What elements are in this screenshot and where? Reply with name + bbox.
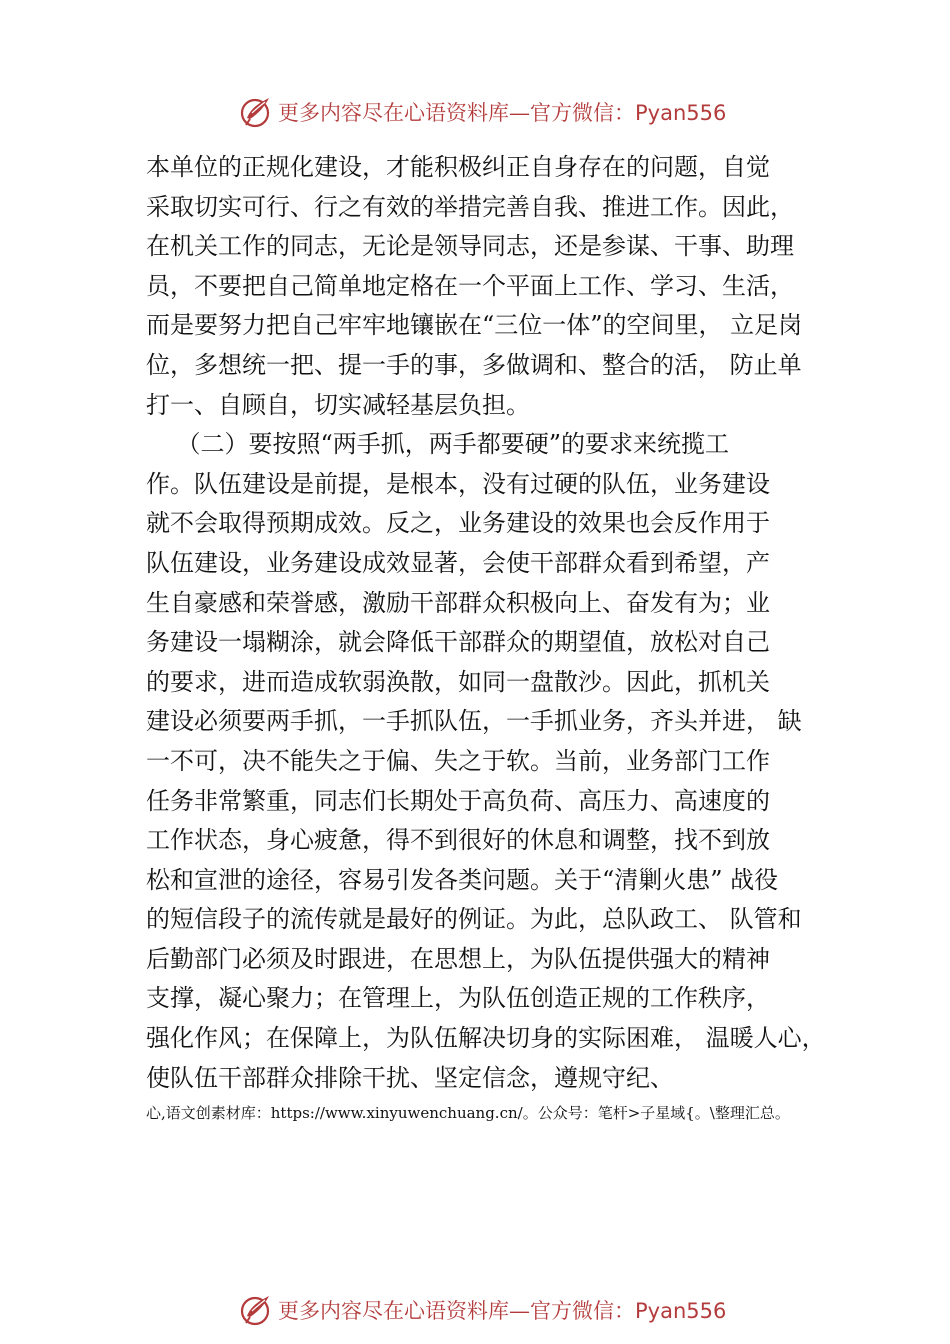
body-line: 强化作风；在保障上，为队伍解决切身的实际困难， 温暖人心， xyxy=(146,1024,826,1053)
body-line: 工作状态，身心疲惫，得不到很好的休息和调整，找不到放 xyxy=(146,826,770,855)
body-line: （二）要按照“两手抓，两手都要硬”的要求来统揽工 xyxy=(146,430,730,459)
body-line: 员，不要把自己简单地定格在一个平面上工作、学习、生活， xyxy=(146,271,794,300)
body-line: 采取切实可行、行之有效的举措完善自我、推进工作。因此， xyxy=(146,192,794,221)
watermark-text: 更多内容尽在心语资料库—官方微信：Pyan556 xyxy=(278,101,727,125)
body-line: 支撑，凝心聚力；在管理上，为队伍创造正规的工作秩序， xyxy=(146,984,770,1013)
wechat-id: Pyan556 xyxy=(635,101,727,125)
body-line: 务建设一塌糊涂，就会降低干部群众的期望值，放松对自己 xyxy=(146,628,770,657)
body-line: 在机关工作的同志，无论是领导同志，还是参谋、干事、助理 xyxy=(146,232,794,261)
body-line: 就不会取得预期成效。反之，业务建设的效果也会反作用于 xyxy=(146,509,770,538)
body-line: 而是要努力把自己牢牢地镶嵌在“三位一体”的空间里， 立足岗 xyxy=(146,311,803,340)
body-line: 打一、自顾自，切实减轻基层负担。 xyxy=(146,390,530,419)
footer-source-note: 心,语文创素材库：https://www.xinyuwenchuang.cn/。公众号：笔杆>子星域{。\整理汇总。 xyxy=(146,1104,790,1122)
body-line: 作。队伍建设是前提，是根本，没有过硬的队伍，业务建设 xyxy=(146,469,770,498)
watermark-text: 更多内容尽在心语资料库—官方微信：Pyan556 xyxy=(278,1299,727,1323)
pen-leaf-logo-icon xyxy=(238,94,274,130)
body-line: 一不可，决不能失之于偏、失之于软。当前，业务部门工作 xyxy=(146,746,770,775)
body-line: 队伍建设，业务建设成效显著，会使干部群众看到希望，产 xyxy=(146,548,770,577)
body-line: 建设必须要两手抓，一手抓队伍，一手抓业务，齐头并进， 缺 xyxy=(146,707,802,736)
body-line: 本单位的正规化建设，才能积极纠正自身存在的问题，自觉 xyxy=(146,153,770,181)
document-body xyxy=(146,148,826,1098)
watermark-banner-top xyxy=(0,92,950,132)
watermark-banner-bottom xyxy=(0,1290,950,1330)
pen-leaf-logo-icon xyxy=(238,1292,274,1328)
body-line: 使队伍干部群众排除干扰、坚定信念，遵规守纪、 xyxy=(146,1063,674,1092)
body-line: 位，多想统一把、提一手的事，多做调和、整合的活， 防止单 xyxy=(146,350,802,379)
body-line: 的要求，进而造成软弱涣散，如同一盘散沙。因此，抓机关 xyxy=(146,667,770,696)
wechat-id: Pyan556 xyxy=(635,1299,727,1323)
body-line: 任务非常繁重，同志们长期处于高负荷、高压力、高速度的 xyxy=(146,786,770,815)
body-line: 松和宣泄的途径，容易引发各类问题。关于“清剿火患” 战役 xyxy=(146,865,779,894)
body-line: 生自豪感和荣誉感，激励干部群众积极向上、奋发有为；业 xyxy=(146,588,770,617)
body-line: 后勤部门必须及时跟进，在思想上，为队伍提供强大的精神 xyxy=(146,944,770,973)
body-line: 的短信段子的流传就是最好的例证。为此，总队政工、 队管和 xyxy=(146,905,802,934)
